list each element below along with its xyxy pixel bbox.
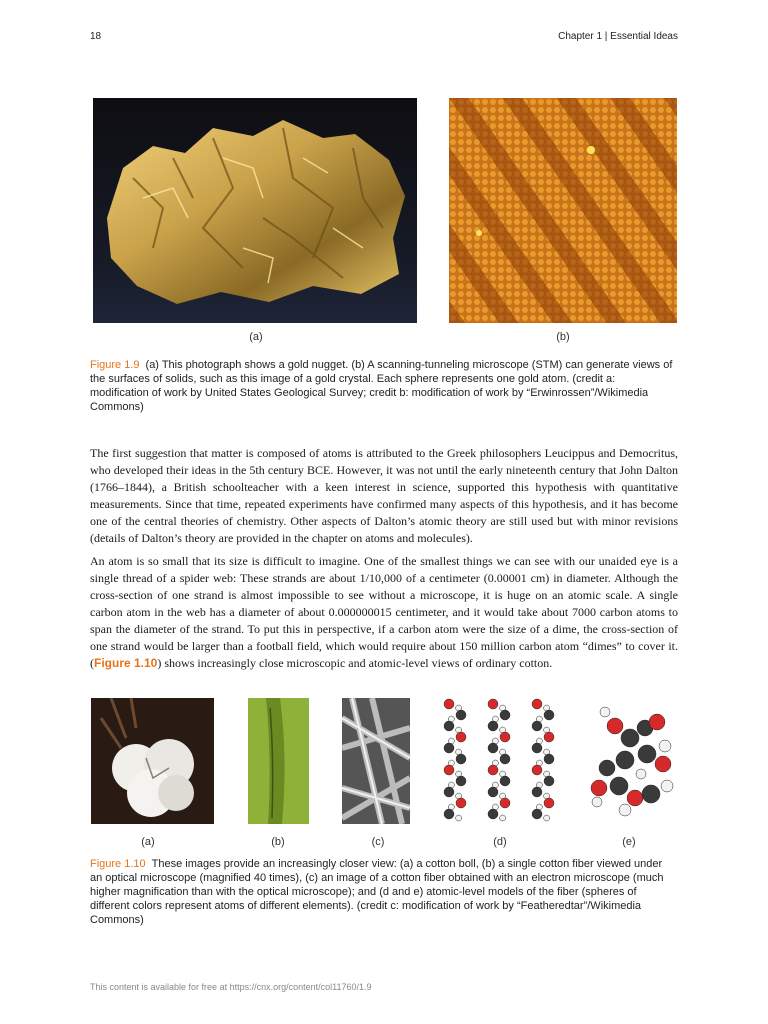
atom-sphere (456, 754, 466, 764)
cotton-boll-photo (91, 698, 214, 824)
atom-sphere (488, 765, 498, 775)
atom-sphere (444, 721, 454, 731)
figure-1-10-caption-text: These images provide an increasingly closer view: (a) a cotton boll, (b) a single cotton fiber viewed under an optical microscope (magnified 40 times), (c) an image of a cotton fiber obtained with an electron microscope (much higher magnification than with the optical microscope); and (d and e) atomic-level models of the fiber (spheres of different colors represent atoms of different elements). (credit c: modification of work by “Featheredtar”/Wikimedia Commons) (90, 858, 664, 926)
atom-sphere (636, 769, 646, 779)
atom-sphere (500, 710, 510, 720)
atom-sphere (616, 751, 634, 769)
atom-sphere (456, 776, 466, 786)
atom-sphere (591, 780, 607, 796)
atom-sphere (638, 745, 656, 763)
atom-sphere (649, 714, 665, 730)
atom-sphere (592, 797, 602, 807)
atom-sphere (544, 815, 550, 821)
cotton-fiber-optical-micrograph (248, 698, 309, 824)
figure-1-10-label-b: (b) (271, 836, 285, 848)
footer-availability-note: This content is available for free at https://cnx.org/content/col11760/1.9 (90, 982, 372, 992)
atom-sphere (500, 815, 506, 821)
atom-sphere (627, 790, 643, 806)
atom-sphere (488, 787, 498, 797)
figure-1-10-link[interactable]: Figure 1.10 (94, 656, 158, 670)
atom-sphere (488, 809, 498, 819)
atom-sphere (500, 732, 510, 742)
cotton-fiber-electron-micrograph (342, 698, 410, 824)
atom-sphere (607, 718, 623, 734)
stm-gold-surface-image (449, 98, 677, 323)
atom-sphere (488, 743, 498, 753)
atom-sphere (619, 804, 631, 816)
atom-sphere (655, 756, 671, 772)
figure-1-10-label-c: (c) (371, 836, 385, 848)
body-text (90, 445, 678, 678)
paragraph-1: The first suggestion that matter is composed of atoms is attributed to the Greek philosophers Leucippus and Democritus, who developed their ideas in the 5th century BCE. However, it was not until the early nineteenth century that John Dalton (1766–1844), a British schoolteacher with a keen interest in science, supported this hypothesis with quantitative measurements. Since that time, repeated experiments have confirmed many aspects of this hypothesis, and it has become one of the central theories of chemistry. Other aspects of Dalton’s atomic theory are still used but with minor revisions (details of Dalton’s theory are provided in the chapter on atoms and molecules). (90, 446, 678, 545)
gold-nugget-photo (93, 98, 417, 323)
atom-sphere (532, 743, 542, 753)
atom-sphere (661, 780, 673, 792)
atom-sphere (532, 787, 542, 797)
atom-sphere (600, 707, 610, 717)
paragraph-2 (90, 553, 678, 672)
paragraph-2-text-before: An atom is so small that its size is difficult to imagine. One of the smallest things we can see with our unaided eye is a single thread of a spider web: These strands are about 1/10,000 of a centimeter (0.00001 cm) in diameter. Although the cross-section of one strand is almost impossible to see without a microscope, it is huge on an atomic scale. A single carbon atom in the web has a diameter of about 0.000000015 centimeter, and it would take about 7000 carbon atoms to span the diameter of the strand. To put this in perspective, if a carbon atom were the size of a dime, the cross-section of one strand would be larger than a football field, which would require about 150 million carbon atom “dimes” to cover it. ( (90, 554, 678, 670)
atom-sphere (500, 754, 510, 764)
atom-sphere (544, 798, 554, 808)
glucose-unit-atomic-model (585, 698, 678, 824)
atom-sphere (456, 710, 466, 720)
figure-1-9-number: Figure 1.9 (90, 359, 140, 371)
atom-sphere (544, 776, 554, 786)
figure-1-9-caption-text: (a) This photograph shows a gold nugget. (b) A scanning-tunneling microscope (STM) can generate views of the surfaces of solids, such as this image of a gold crystal. Each sphere represents one gold atom. (credit a: modification of work by United States Geological Survey; credit b: modification of work by “Erwinrossen”/Wikimedia Commons) (90, 359, 673, 413)
atom-sphere (456, 798, 466, 808)
atom-sphere (444, 743, 454, 753)
atom-sphere (532, 809, 542, 819)
atom-sphere (444, 787, 454, 797)
atom-sphere (642, 785, 660, 803)
chapter-title: Chapter 1 | Essential Ideas (558, 31, 678, 42)
figure-1-9-label-a: (a) (249, 331, 263, 343)
atom-sphere (500, 776, 510, 786)
atom-sphere (444, 765, 454, 775)
atom-sphere (610, 777, 628, 795)
atom-sphere (532, 765, 542, 775)
atom-sphere (456, 732, 466, 742)
figure-1-9-label-b: (b) (556, 331, 570, 343)
figure-1-10-label-e: (e) (622, 836, 636, 848)
atom-sphere (500, 798, 510, 808)
figure-1-10-label-d: (d) (493, 836, 507, 848)
figure-1-9-caption (90, 358, 675, 414)
figure-1-10-number: Figure 1.10 (90, 858, 146, 870)
atom-sphere (456, 815, 462, 821)
figure-1-10-label-a: (a) (141, 836, 155, 848)
atom-sphere (488, 721, 498, 731)
cellulose-atomic-model (443, 698, 556, 824)
atom-sphere (544, 754, 554, 764)
atom-sphere (532, 699, 542, 709)
atom-sphere (532, 721, 542, 731)
atom-sphere (444, 699, 454, 709)
atom-sphere (659, 740, 671, 752)
atom-sphere (621, 729, 639, 747)
page-number: 18 (90, 31, 102, 42)
atom-sphere (488, 699, 498, 709)
paragraph-2-text-after: ) shows increasingly close microscopic and atomic-level views of ordinary cotton. (157, 656, 553, 670)
atom-sphere (544, 710, 554, 720)
atom-sphere (444, 809, 454, 819)
atom-sphere (599, 760, 615, 776)
atom-sphere (544, 732, 554, 742)
figure-1-10-caption (90, 857, 675, 927)
